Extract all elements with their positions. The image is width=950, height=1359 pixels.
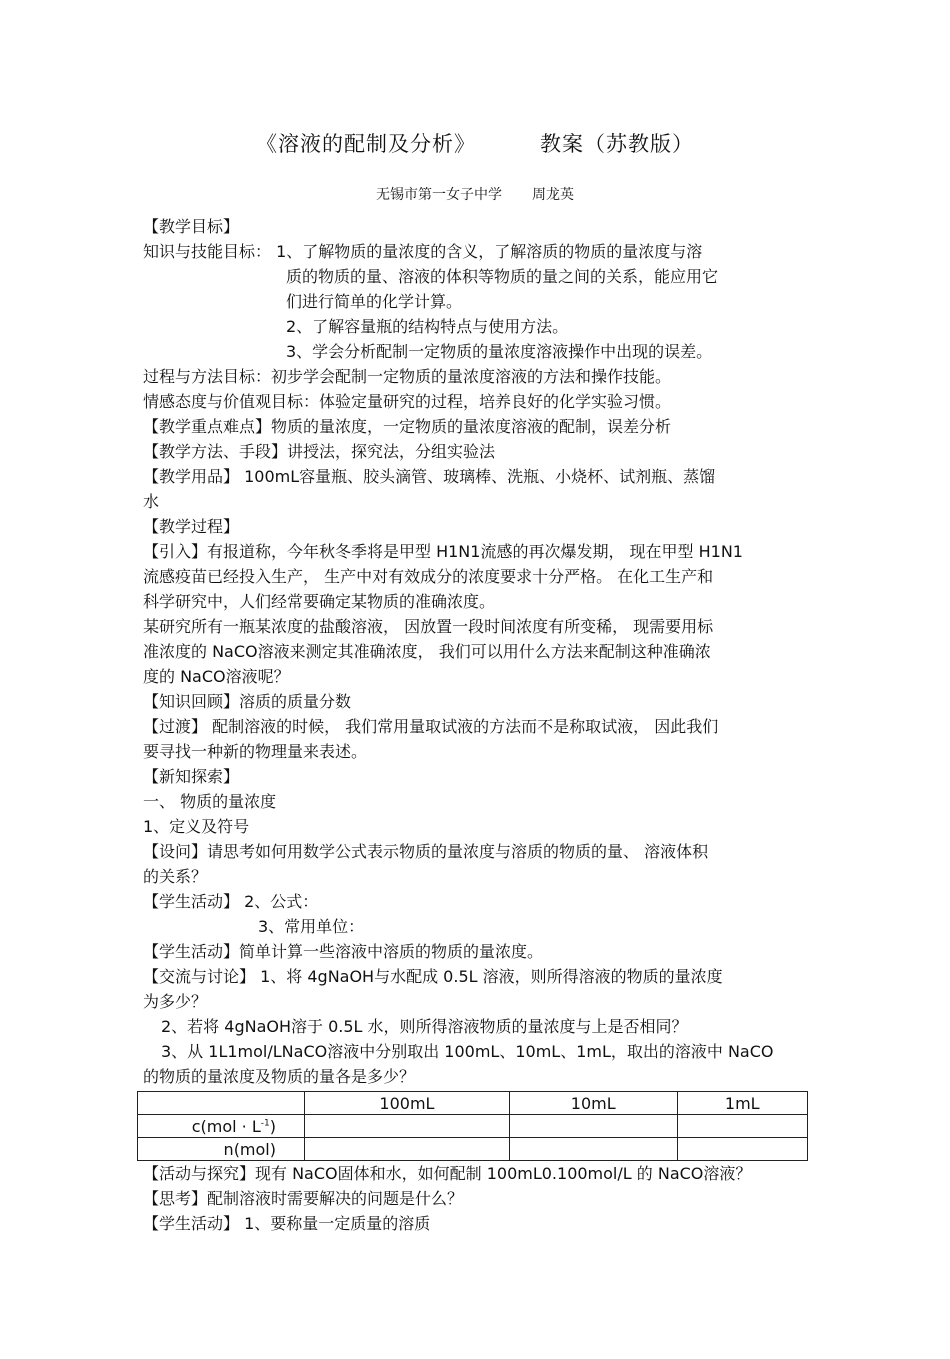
text-line: 们进行简单的化学计算。 bbox=[286, 292, 463, 311]
table-cell bbox=[305, 1115, 510, 1138]
row-label-amount: n(mol) bbox=[138, 1138, 305, 1161]
text-line: 水 bbox=[143, 492, 160, 511]
text-line: 【过渡】 配制溶液的时候， 我们常用量取试液的方法而不是称取试液， 因此我们 bbox=[143, 717, 719, 736]
table-cell bbox=[509, 1115, 677, 1138]
heading-process: 【教学过程】 bbox=[143, 517, 240, 536]
document-title bbox=[0, 128, 950, 158]
text-line: 要寻找一种新的物理量来表述。 bbox=[143, 742, 368, 761]
row-label-concentration bbox=[138, 1115, 305, 1138]
table-row bbox=[138, 1115, 808, 1138]
text-line: 3、常用单位： bbox=[258, 917, 365, 936]
text-line: 【教学重点难点】物质的量浓度，一定物质的量浓度溶液的配制，误差分析 bbox=[143, 417, 672, 436]
author-line bbox=[0, 184, 950, 204]
text-line: 【新知探索】 bbox=[143, 767, 240, 786]
text-line: 3、从 1L1mol/LNaCO溶液中分别取出 100mL、10mL、1mL，取出的溶液中 NaCO bbox=[161, 1042, 774, 1061]
title-main: 《溶液的配制及分析》 bbox=[256, 132, 476, 156]
text-line: 的物质的量浓度及物质的量各是多少？ bbox=[143, 1067, 416, 1086]
table-cell bbox=[509, 1138, 677, 1161]
text-line: 【知识回顾】溶质的质量分数 bbox=[143, 692, 352, 711]
text-line: 准浓度的 NaCO溶液来测定其准确浓度， 我们可以用什么方法来配制这种准确浓 bbox=[143, 642, 711, 661]
unit-superscript: -1 bbox=[260, 1118, 270, 1129]
text-line: 【学生活动】 1、要称量一定质量的溶质 bbox=[143, 1214, 431, 1233]
section-heading: 一、 物质的量浓度 bbox=[143, 792, 277, 811]
text-line: 3、学会分析配制一定物质的量浓度溶液操作中出现的误差。 bbox=[286, 342, 713, 361]
text-line: 2、了解容量瓶的结构特点与使用方法。 bbox=[286, 317, 569, 336]
document-body bbox=[143, 214, 823, 1236]
title-sub: 教案（苏教版） bbox=[540, 132, 694, 156]
heading-objectives: 【教学目标】 bbox=[143, 217, 240, 236]
table-cell bbox=[677, 1138, 807, 1161]
text-line: 知识与技能目标： 1、了解物质的量浓度的含义，了解溶质的物质的量浓度与溶 bbox=[143, 242, 703, 261]
text-line: 质的物质的量、溶液的体积等物质的量之间的关系，能应用它 bbox=[286, 267, 719, 286]
school-name: 无锡市第一女子中学 bbox=[376, 187, 502, 203]
table-header-cell: 1mL bbox=[677, 1092, 807, 1115]
text-line: 的关系？ bbox=[143, 867, 208, 886]
text-line: 【学生活动】 2、公式： bbox=[143, 892, 319, 911]
text-line: 情感态度与价值观目标：体验定量研究的过程，培养良好的化学实验习惯。 bbox=[143, 392, 672, 411]
text-line: 【引入】有报道称，今年秋冬季将是甲型 H1N1流感的再次爆发期， 现在甲型 H1N1 bbox=[143, 542, 743, 561]
text-line: 过程与方法目标：初步学会配制一定物质的量浓度溶液的方法和操作技能。 bbox=[143, 367, 672, 386]
text-line: 【教学方法、手段】讲授法，探究法，分组实验法 bbox=[143, 442, 496, 461]
text-line: 【活动与探究】现有 NaCO固体和水，如何配制 100mL0.100mol/L 的 NaCO溶液？ bbox=[143, 1164, 752, 1183]
table-cell bbox=[677, 1115, 807, 1138]
text-line: 【思考】配制溶液时需要解决的问题是什么？ bbox=[143, 1189, 464, 1208]
text-line: 【交流与讨论】 1、将 4gNaOH与水配成 0.5L 溶液，则所得溶液的物质的量浓度 bbox=[143, 967, 723, 986]
table-header-cell: 10mL bbox=[509, 1092, 677, 1115]
text-line: 【设问】请思考如何用数学公式表示物质的量浓度与溶质的物质的量、 溶液体积 bbox=[143, 842, 709, 861]
table-row bbox=[138, 1092, 808, 1115]
text-line: 为多少？ bbox=[143, 992, 208, 1011]
text-line: 【学生活动】简单计算一些溶液中溶质的物质的量浓度。 bbox=[143, 942, 544, 961]
table-header-cell: 100mL bbox=[305, 1092, 510, 1115]
concentration-table bbox=[137, 1091, 808, 1161]
text-line: 流感疫苗已经投入生产， 生产中对有效成分的浓度要求十分严格。 在化工生产和 bbox=[143, 567, 714, 586]
text-line: 度的 NaCO溶液呢？ bbox=[143, 667, 290, 686]
table-cell bbox=[138, 1092, 305, 1115]
table-cell bbox=[305, 1138, 510, 1161]
unit-close: ) bbox=[269, 1116, 276, 1136]
unit-text: c(mol · L bbox=[191, 1116, 261, 1136]
text-line: 1、定义及符号 bbox=[143, 817, 250, 836]
text-line: 【教学用品】 100mL容量瓶、胶头滴管、玻璃棒、洗瓶、小烧杯、试剂瓶、蒸馏 bbox=[143, 467, 716, 486]
text-line: 科学研究中，人们经常要确定某物质的准确浓度。 bbox=[143, 592, 496, 611]
author-name: 周龙英 bbox=[532, 187, 574, 203]
table-row bbox=[138, 1138, 808, 1161]
text-line: 2、若将 4gNaOH溶于 0.5L 水，则所得溶液物质的量浓度与上是否相同？ bbox=[161, 1017, 688, 1036]
text-line: 某研究所有一瓶某浓度的盐酸溶液， 因放置一段时间浓度有所变稀， 现需要用标 bbox=[143, 617, 714, 636]
